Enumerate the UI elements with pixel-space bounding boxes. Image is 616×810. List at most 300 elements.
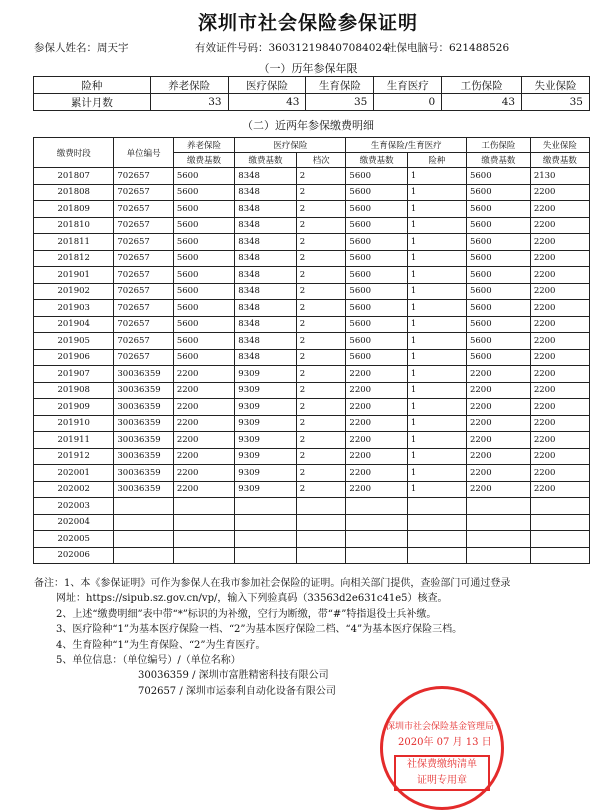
unemployment-header: 失业保险: [530, 138, 589, 153]
unemployment-base-cell: 2200: [530, 333, 589, 350]
period-cell: 202005: [34, 531, 114, 548]
unemployment-base-cell: 2200: [530, 465, 589, 482]
sscard-value: 621488526: [449, 42, 510, 54]
summary-value: 0: [374, 94, 442, 111]
pension-base-cell: 2200: [173, 448, 234, 465]
maternity-type-cell: 1: [407, 234, 466, 251]
period-cell: 201901: [34, 267, 114, 284]
period-cell: 201809: [34, 201, 114, 218]
maternity-base-cell: 5600: [346, 234, 407, 251]
pension-base-cell: [173, 514, 234, 531]
medical-grade-cell: 2: [296, 201, 346, 218]
maternity-base-cell: 2200: [346, 465, 407, 482]
period-cell: 201908: [34, 382, 114, 399]
medical-grade-cell: [296, 498, 346, 515]
detail-header-row: [34, 138, 590, 153]
detail-table: [33, 137, 590, 564]
pension-base-cell: 5600: [173, 184, 234, 201]
summary-table: [33, 76, 590, 111]
medical-base-cell: 8348: [235, 184, 296, 201]
table-row: [34, 514, 590, 531]
maternity-type-cell: 1: [407, 316, 466, 333]
injury-header: 工伤保险: [466, 138, 530, 153]
table-row: [34, 333, 590, 350]
summary-header-row: [34, 77, 590, 94]
unemployment-base-cell: 2200: [530, 399, 589, 416]
period-cell: 201812: [34, 250, 114, 267]
unit-code-cell: 30036359: [114, 366, 173, 383]
unit-code-cell: 30036359: [114, 399, 173, 416]
medical-base-cell: [235, 547, 296, 564]
injury-base-cell: [466, 498, 530, 515]
medical-grade-cell: 2: [296, 168, 346, 185]
unemployment-base-cell: 2200: [530, 316, 589, 333]
note-3: 3、医疗险种“1”为基本医疗保险一档、“2”为基本医疗保险二档、“4”为基本医疗保险三档。: [56, 624, 463, 636]
maternity-base-cell: [346, 498, 407, 515]
note-4: 4、生育险种“1”为生育保险、“2”为生育医疗。: [56, 639, 266, 651]
maternity-base-cell: 2200: [346, 415, 407, 432]
seal-label-box: [394, 755, 490, 791]
base-subheader: 缴费基数: [346, 153, 407, 168]
period-cell: 201902: [34, 283, 114, 300]
maternity-type-cell: [407, 498, 466, 515]
unit-code-cell: 30036359: [114, 465, 173, 482]
maternity-type-cell: 1: [407, 366, 466, 383]
injury-base-cell: [466, 547, 530, 564]
pension-base-cell: 5600: [173, 283, 234, 300]
sscard-field: [386, 40, 509, 55]
note-1-url: 网址：https://sipub.sz.gov.cn/vp/，输入下列验真码（33563d2e631c41e5）核查。: [56, 593, 448, 605]
medical-base-cell: 8348: [235, 333, 296, 350]
table-row: [34, 217, 590, 234]
unemployment-base-cell: 2200: [530, 250, 589, 267]
injury-base-cell: 5600: [466, 300, 530, 317]
table-row: [34, 234, 590, 251]
summary-value: 35: [522, 94, 590, 111]
injury-base-cell: 5600: [466, 250, 530, 267]
medical-base-cell: [235, 498, 296, 515]
seal-org: 深圳市社会保险基金管理局: [386, 722, 495, 732]
medical-base-cell: 9309: [235, 465, 296, 482]
pension-base-cell: 5600: [173, 234, 234, 251]
maternity-base-cell: 2200: [346, 481, 407, 498]
unit-header: 单位编号: [114, 138, 173, 168]
maternity-base-cell: [346, 514, 407, 531]
medical-base-cell: [235, 514, 296, 531]
pension-base-cell: 2200: [173, 399, 234, 416]
medical-grade-cell: [296, 547, 346, 564]
maternity-base-cell: 2200: [346, 432, 407, 449]
injury-base-cell: 5600: [466, 267, 530, 284]
unit-info-2: 702657 / 深圳市运泰利自动化设备有限公司: [138, 685, 336, 697]
base-subheader: 缴费基数: [235, 153, 296, 168]
period-cell: 201910: [34, 415, 114, 432]
maternity-base-cell: 5600: [346, 300, 407, 317]
unit-code-cell: 702657: [114, 283, 173, 300]
unemployment-base-cell: 2200: [530, 448, 589, 465]
maternity-type-cell: [407, 547, 466, 564]
medical-base-cell: 8348: [235, 201, 296, 218]
section2-title: （二）近两年参保缴费明细: [242, 119, 374, 132]
table-row: [34, 267, 590, 284]
page-title: 深圳市社会保险参保证明: [197, 12, 418, 34]
seal-label-1: 社保费缴纳清单: [407, 759, 477, 770]
maternity-type-cell: 1: [407, 333, 466, 350]
period-cell: 201904: [34, 316, 114, 333]
medical-base-cell: 9309: [235, 366, 296, 383]
medical-base-cell: 8348: [235, 168, 296, 185]
pension-base-cell: [173, 531, 234, 548]
note-1: 备注：1、本《参保证明》可作为参保人在我市参加社会保险的证明。向相关部门提供，查验部门可通过登录: [34, 578, 511, 589]
maternity-type-cell: 1: [407, 481, 466, 498]
period-cell: 202001: [34, 465, 114, 482]
note-5: 5、单位信息：（单位编号）/（单位名称）: [56, 655, 241, 667]
medical-grade-cell: 2: [296, 234, 346, 251]
injury-base-cell: 2200: [466, 399, 530, 416]
period-header: 缴费时段: [34, 138, 114, 168]
unemployment-base-cell: 2200: [530, 283, 589, 300]
unit-code-cell: 702657: [114, 217, 173, 234]
table-row: [34, 382, 590, 399]
table-row: [34, 366, 590, 383]
summary-value-row: [34, 94, 590, 111]
unit-code-cell: 30036359: [114, 382, 173, 399]
maternity-base-cell: 2200: [346, 382, 407, 399]
unemployment-base-cell: [530, 498, 589, 515]
maternity-type-cell: 1: [407, 465, 466, 482]
medical-grade-cell: [296, 531, 346, 548]
unit-code-cell: 30036359: [114, 432, 173, 449]
maternity-type-cell: 1: [407, 250, 466, 267]
period-cell: 201810: [34, 217, 114, 234]
medical-base-cell: 8348: [235, 300, 296, 317]
unit-code-cell: 702657: [114, 184, 173, 201]
table-row: [34, 250, 590, 267]
maternity-type-cell: 1: [407, 349, 466, 366]
unemployment-base-cell: 2200: [530, 267, 589, 284]
unit-code-cell: 30036359: [114, 481, 173, 498]
injury-base-cell: 2200: [466, 382, 530, 399]
unemployment-base-cell: [530, 547, 589, 564]
injury-base-cell: 5600: [466, 168, 530, 185]
injury-base-cell: [466, 514, 530, 531]
unit-code-cell: 702657: [114, 316, 173, 333]
summary-header: 生育保险: [306, 77, 374, 94]
summary-value: 43: [228, 94, 306, 111]
pension-base-cell: 2200: [173, 382, 234, 399]
medical-grade-cell: 2: [296, 184, 346, 201]
pension-base-cell: 5600: [173, 217, 234, 234]
unemployment-base-cell: [530, 514, 589, 531]
maternity-base-cell: 5600: [346, 333, 407, 350]
table-row: [34, 448, 590, 465]
injury-base-cell: 5600: [466, 217, 530, 234]
summary-value: 43: [442, 94, 522, 111]
medical-header: 医疗保险: [235, 138, 346, 153]
medical-grade-cell: 2: [296, 415, 346, 432]
medical-base-cell: 9309: [235, 399, 296, 416]
table-row: [34, 465, 590, 482]
maternity-type-cell: 1: [407, 415, 466, 432]
base-subheader: 缴费基数: [530, 153, 589, 168]
period-cell: 201903: [34, 300, 114, 317]
medical-base-cell: 8348: [235, 283, 296, 300]
unit-code-cell: 702657: [114, 250, 173, 267]
id-label: 有效证件号码：: [195, 42, 269, 54]
period-cell: 201811: [34, 234, 114, 251]
unit-code-cell: 702657: [114, 300, 173, 317]
medical-base-cell: [235, 531, 296, 548]
maternity-type-cell: 1: [407, 300, 466, 317]
maternity-base-cell: 2200: [346, 399, 407, 416]
maternity-header: 生育保险/生育医疗: [346, 138, 467, 153]
period-cell: 201911: [34, 432, 114, 449]
maternity-type-cell: 1: [407, 184, 466, 201]
medical-grade-cell: 2: [296, 349, 346, 366]
pension-base-cell: [173, 498, 234, 515]
medical-base-cell: 8348: [235, 316, 296, 333]
medical-grade-cell: 2: [296, 283, 346, 300]
id-field: [195, 40, 389, 55]
pension-base-cell: 2200: [173, 415, 234, 432]
unit-code-cell: 30036359: [114, 415, 173, 432]
pension-base-cell: 2200: [173, 481, 234, 498]
period-cell: 201912: [34, 448, 114, 465]
injury-base-cell: 5600: [466, 201, 530, 218]
name-field: [34, 40, 129, 55]
unemployment-base-cell: 2200: [530, 201, 589, 218]
type-subheader: 险种: [407, 153, 466, 168]
table-row: [34, 415, 590, 432]
medical-grade-cell: 2: [296, 481, 346, 498]
maternity-base-cell: 5600: [346, 217, 407, 234]
injury-base-cell: 2200: [466, 481, 530, 498]
medical-base-cell: 8348: [235, 217, 296, 234]
unemployment-base-cell: 2200: [530, 184, 589, 201]
period-cell: 201906: [34, 349, 114, 366]
injury-base-cell: 5600: [466, 234, 530, 251]
medical-grade-cell: 2: [296, 448, 346, 465]
table-row: [34, 349, 590, 366]
medical-grade-cell: 2: [296, 366, 346, 383]
medical-base-cell: 9309: [235, 481, 296, 498]
medical-base-cell: 8348: [235, 234, 296, 251]
base-subheader: 缴费基数: [466, 153, 530, 168]
maternity-type-cell: 1: [407, 283, 466, 300]
table-row: [34, 399, 590, 416]
maternity-type-cell: 1: [407, 432, 466, 449]
medical-grade-cell: 2: [296, 250, 346, 267]
maternity-type-cell: [407, 531, 466, 548]
period-cell: 202006: [34, 547, 114, 564]
summary-value: 33: [150, 94, 228, 111]
pension-base-cell: 5600: [173, 333, 234, 350]
unit-code-cell: 702657: [114, 234, 173, 251]
injury-base-cell: 2200: [466, 465, 530, 482]
medical-grade-cell: 2: [296, 267, 346, 284]
note-2: 2、上述“缴费明细”表中带“*”标识的为补缴，空行为断缴，带“#”特指退役士兵补缴。: [56, 608, 437, 620]
unemployment-base-cell: [530, 531, 589, 548]
injury-base-cell: 2200: [466, 415, 530, 432]
maternity-base-cell: 5600: [346, 250, 407, 267]
injury-base-cell: [466, 531, 530, 548]
unemployment-base-cell: 2200: [530, 366, 589, 383]
unemployment-base-cell: 2200: [530, 415, 589, 432]
unemployment-base-cell: 2130: [530, 168, 589, 185]
table-row: [34, 201, 590, 218]
unit-code-cell: 702657: [114, 267, 173, 284]
unemployment-base-cell: 2200: [530, 300, 589, 317]
table-row: [34, 300, 590, 317]
period-cell: 202003: [34, 498, 114, 515]
unit-code-cell: [114, 514, 173, 531]
medical-grade-cell: 2: [296, 333, 346, 350]
maternity-base-cell: [346, 531, 407, 548]
maternity-type-cell: 1: [407, 267, 466, 284]
summary-header: 养老保险: [150, 77, 228, 94]
medical-base-cell: 8348: [235, 267, 296, 284]
medical-grade-cell: 2: [296, 217, 346, 234]
pension-base-cell: 5600: [173, 250, 234, 267]
summary-header: 生育医疗: [374, 77, 442, 94]
period-cell: 202004: [34, 514, 114, 531]
unit-code-cell: 702657: [114, 168, 173, 185]
injury-base-cell: 2200: [466, 432, 530, 449]
maternity-base-cell: 5600: [346, 283, 407, 300]
maternity-base-cell: 5600: [346, 316, 407, 333]
base-subheader: 缴费基数: [173, 153, 234, 168]
table-row: [34, 316, 590, 333]
unit-code-cell: [114, 498, 173, 515]
unemployment-base-cell: 2200: [530, 432, 589, 449]
table-row: [34, 547, 590, 564]
maternity-base-cell: 2200: [346, 366, 407, 383]
injury-base-cell: 2200: [466, 448, 530, 465]
unit-code-cell: 702657: [114, 201, 173, 218]
medical-grade-cell: [296, 514, 346, 531]
maternity-type-cell: 1: [407, 168, 466, 185]
maternity-type-cell: 1: [407, 399, 466, 416]
unemployment-base-cell: 2200: [530, 234, 589, 251]
unemployment-base-cell: 2200: [530, 217, 589, 234]
unit-info-1: 30036359 / 深圳市富胜精密科技有限公司: [138, 670, 329, 682]
grade-subheader: 档次: [296, 153, 346, 168]
maternity-base-cell: 5600: [346, 267, 407, 284]
pension-base-cell: 5600: [173, 267, 234, 284]
unit-code-cell: [114, 531, 173, 548]
table-row: [34, 531, 590, 548]
summary-value: 35: [306, 94, 374, 111]
unemployment-base-cell: 2200: [530, 349, 589, 366]
name-value: 周天宇: [97, 42, 129, 54]
unemployment-base-cell: 2200: [530, 382, 589, 399]
table-row: [34, 481, 590, 498]
period-cell: 201907: [34, 366, 114, 383]
unit-code-cell: 702657: [114, 349, 173, 366]
maternity-type-cell: 1: [407, 448, 466, 465]
section1-title: （一）历年参保年限: [258, 62, 358, 75]
maternity-base-cell: [346, 547, 407, 564]
pension-base-cell: 5600: [173, 300, 234, 317]
pension-base-cell: 5600: [173, 168, 234, 185]
period-cell: 201909: [34, 399, 114, 416]
maternity-base-cell: 5600: [346, 168, 407, 185]
summary-header: 险种: [34, 77, 151, 94]
medical-base-cell: 8348: [235, 349, 296, 366]
period-cell: 201807: [34, 168, 114, 185]
pension-base-cell: 2200: [173, 432, 234, 449]
medical-grade-cell: 2: [296, 399, 346, 416]
injury-base-cell: 5600: [466, 333, 530, 350]
unemployment-base-cell: 2200: [530, 481, 589, 498]
injury-base-cell: 5600: [466, 283, 530, 300]
pension-base-cell: 2200: [173, 366, 234, 383]
medical-base-cell: 9309: [235, 448, 296, 465]
injury-base-cell: 5600: [466, 349, 530, 366]
injury-base-cell: 5600: [466, 184, 530, 201]
period-cell: 201808: [34, 184, 114, 201]
seal-date: 2020年 07 月 13 日: [398, 737, 492, 748]
period-cell: 202002: [34, 481, 114, 498]
official-seal: [380, 686, 504, 810]
name-label: 参保人姓名：: [34, 42, 97, 54]
injury-base-cell: 5600: [466, 316, 530, 333]
medical-grade-cell: 2: [296, 465, 346, 482]
medical-base-cell: 9309: [235, 415, 296, 432]
unit-code-cell: 30036359: [114, 448, 173, 465]
maternity-base-cell: 5600: [346, 201, 407, 218]
maternity-base-cell: 5600: [346, 184, 407, 201]
medical-grade-cell: 2: [296, 382, 346, 399]
unit-code-cell: [114, 547, 173, 564]
maternity-base-cell: 5600: [346, 349, 407, 366]
seal-label-2: 证明专用章: [417, 775, 467, 786]
pension-header: 养老保险: [173, 138, 234, 153]
maternity-base-cell: 2200: [346, 448, 407, 465]
id-value: 360312198407084024: [268, 42, 389, 54]
medical-grade-cell: 2: [296, 432, 346, 449]
table-row: [34, 283, 590, 300]
pension-base-cell: 2200: [173, 465, 234, 482]
maternity-type-cell: [407, 514, 466, 531]
sscard-label: 社保电脑号：: [386, 42, 449, 54]
medical-grade-cell: 2: [296, 300, 346, 317]
injury-base-cell: 2200: [466, 366, 530, 383]
maternity-type-cell: 1: [407, 382, 466, 399]
medical-base-cell: 9309: [235, 382, 296, 399]
medical-base-cell: 9309: [235, 432, 296, 449]
summary-header: 医疗保险: [228, 77, 306, 94]
pension-base-cell: 5600: [173, 316, 234, 333]
period-cell: 201905: [34, 333, 114, 350]
table-row: [34, 184, 590, 201]
pension-base-cell: [173, 547, 234, 564]
summary-header: 失业保险: [522, 77, 590, 94]
table-row: [34, 432, 590, 449]
maternity-type-cell: 1: [407, 217, 466, 234]
pension-base-cell: 5600: [173, 201, 234, 218]
pension-base-cell: 5600: [173, 349, 234, 366]
summary-row-label: 累计月数: [34, 94, 151, 111]
medical-grade-cell: 2: [296, 316, 346, 333]
unit-code-cell: 702657: [114, 333, 173, 350]
table-row: [34, 498, 590, 515]
summary-header: 工伤保险: [442, 77, 522, 94]
table-row: [34, 168, 590, 185]
notes: [34, 576, 594, 699]
maternity-type-cell: 1: [407, 201, 466, 218]
medical-base-cell: 8348: [235, 250, 296, 267]
